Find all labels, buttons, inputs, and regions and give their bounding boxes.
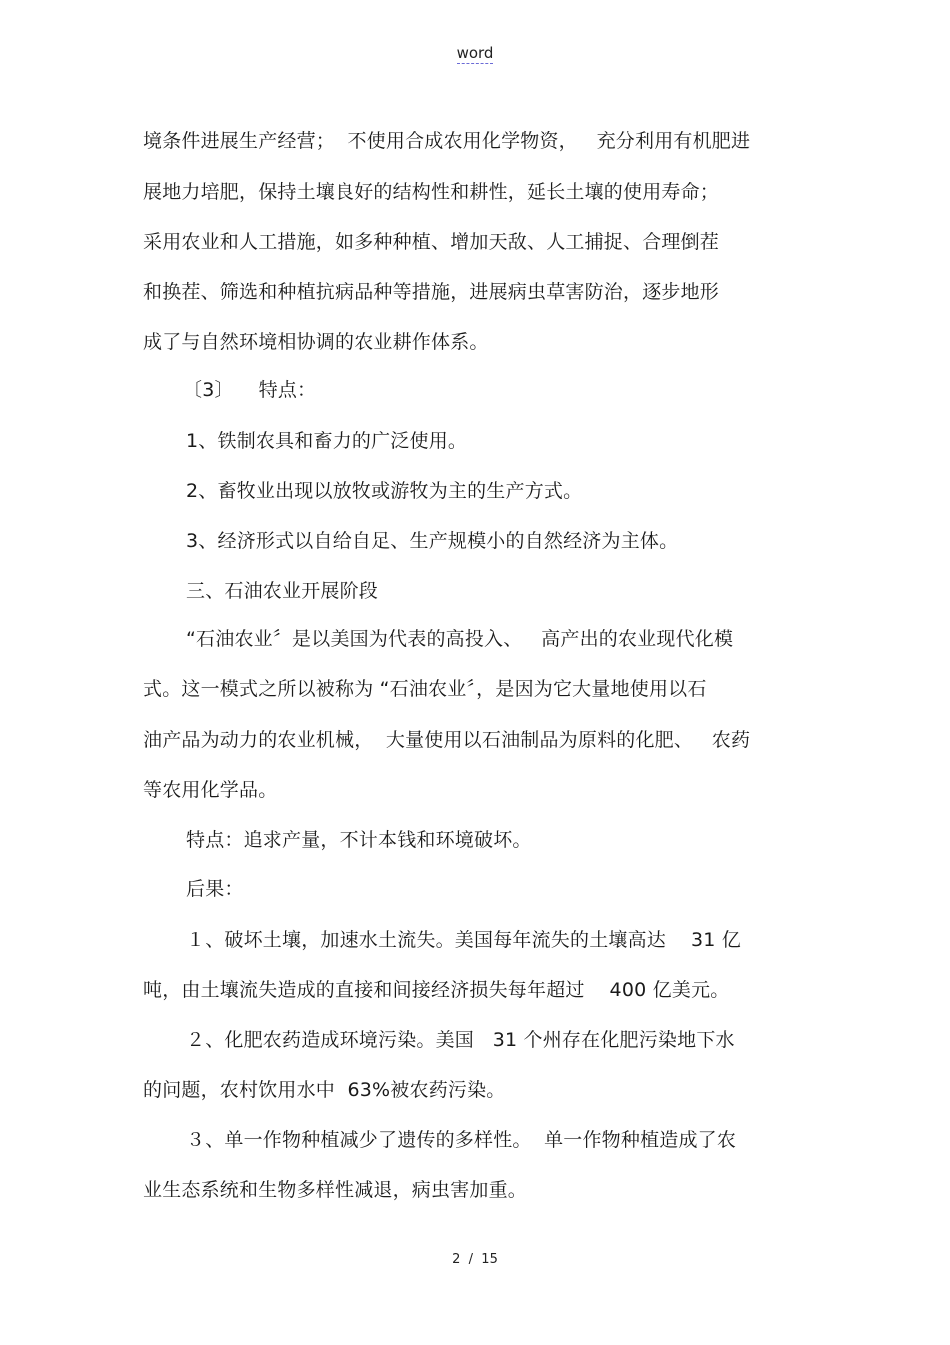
text-line: ２、化肥农药造成环境污染。美国 31 个州存在化肥污染地下水 bbox=[186, 1029, 735, 1051]
text-line: 和换茬、筛选和种植抗病品种等措施，进展病虫草害防治，逐步地形 bbox=[143, 281, 720, 303]
header-title: word bbox=[456, 44, 494, 62]
text-line: ３、单一作物种植减少了遗传的多样性。 单一作物种植造成了农 bbox=[186, 1129, 737, 1151]
text-line: 展地力培肥，保持土壤良好的结构性和耕性，延长土壤的使用寿命； bbox=[143, 181, 720, 203]
text-line: 成了与自然环境相协调的农业耕作体系。 bbox=[143, 331, 489, 353]
text-line: 的问题，农村饮用水中 63%被农药污染。 bbox=[143, 1079, 506, 1101]
list-item: 1、铁制农具和畜力的广泛使用。 bbox=[186, 430, 468, 452]
list-item: 2、畜牧业出现以放牧或游牧为主的生产方式。 bbox=[186, 480, 583, 502]
section-heading: 三、石油农业开展阶段 bbox=[186, 580, 379, 602]
text-line: 后果： bbox=[186, 878, 244, 900]
text-line: 业生态系统和生物多样性减退，病虫害加重。 bbox=[143, 1179, 528, 1201]
text-line: 等农用化学品。 bbox=[143, 779, 278, 801]
text-line: 吨，由土壤流失造成的直接和间接经济损失每年超过 400 亿美元。 bbox=[143, 979, 730, 1001]
text-line: “石油农业〞是以美国为代表的高投入、 高产出的农业现代化模 bbox=[186, 628, 734, 650]
text-line: 油产品为动力的农业机械， 大量使用以石油制品为原料的化肥、 农药 bbox=[143, 729, 751, 751]
text-line: 采用农业和人工措施，如多种种植、增加天敌、人工捕捉、合理倒茬 bbox=[143, 231, 720, 253]
text-line: １、破坏土壤，加速水土流失。美国每年流失的土壤高达 31 亿 bbox=[186, 929, 741, 951]
section-heading: 〔3〕 特点： bbox=[183, 379, 317, 401]
text-line: 特点：追求产量，不计本钱和环境破坏。 bbox=[186, 829, 532, 851]
list-item: 3、经济形式以自给自足、生产规模小的自然经济为主体。 bbox=[186, 530, 679, 552]
page-header bbox=[0, 44, 950, 62]
page-number: 2 / 15 bbox=[452, 1252, 498, 1267]
text-line: 境条件进展生产经营； 不使用合成农用化学物资， 充分利用有机肥进 bbox=[143, 130, 751, 152]
text-line: 式。这一模式之所以被称为 “石油农业〞，是因为它大量地使用以石 bbox=[143, 678, 707, 700]
